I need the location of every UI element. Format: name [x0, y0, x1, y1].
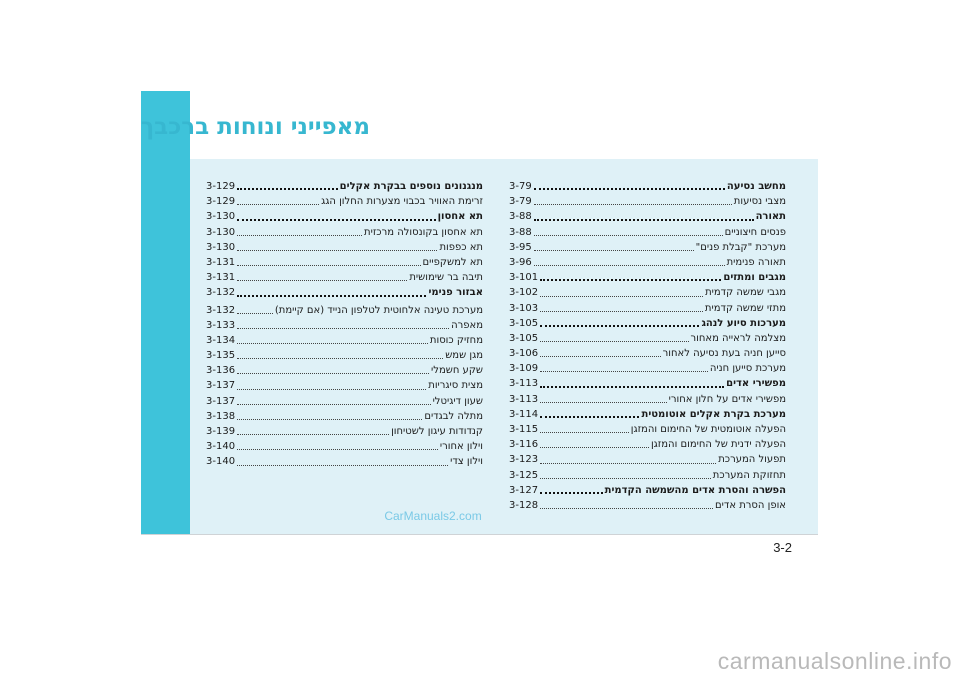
toc-leader-dots: [237, 465, 448, 466]
toc-entry-label: וילון אחורי: [439, 441, 483, 453]
toc-leader-dots: [540, 386, 724, 388]
toc-entry[interactable]: [206, 378, 483, 393]
toc-page-number: 3-113: [509, 378, 539, 390]
toc-entry[interactable]: [206, 333, 483, 348]
toc-page-number: 3-105: [509, 332, 539, 344]
toc-leader-dots: [534, 188, 725, 190]
toc-entry-label: מגבי שמשה קדמית: [705, 287, 786, 299]
toc-leader-dots: [237, 280, 407, 281]
toc-page-number: 3-134: [206, 334, 236, 346]
toc-page-number: 3-130: [206, 226, 236, 238]
toc-page-number: 3-125: [509, 469, 539, 481]
toc-page-number: 3-135: [206, 350, 236, 362]
toc-page-number: 3-128: [509, 499, 539, 511]
toc-entry[interactable]: [509, 483, 786, 498]
toc-page-number: 3-131: [206, 256, 236, 268]
toc-leader-dots: [540, 402, 667, 403]
toc-entry[interactable]: [509, 346, 786, 361]
toc-leader-dots: [237, 434, 389, 435]
toc-entry-label: מערכת בקרת אקלים אוטומטית: [641, 408, 786, 420]
toc-entry-label: מפשירי אדים על חלון אחורי: [668, 393, 786, 405]
toc-leader-dots: [540, 508, 713, 509]
chapter-tab: [141, 91, 190, 534]
toc-entry[interactable]: [206, 424, 483, 439]
toc-page-number: 3-103: [509, 302, 539, 314]
toc-entry-label: הפעלה ידנית של החימום והמזגן: [650, 439, 786, 451]
toc-entry-label: מצלמה לראייה מאחור: [690, 332, 786, 344]
toc-leader-dots: [534, 250, 694, 251]
toc-entry[interactable]: [509, 225, 786, 240]
toc-page-number: 3-129: [206, 181, 236, 192]
toc-entry[interactable]: [509, 407, 786, 422]
toc-page-number: 3-133: [206, 319, 236, 331]
toc-entry[interactable]: [206, 454, 483, 469]
toc-entry-label: סייען חניה בעת נסיעה לאחור: [662, 348, 786, 360]
toc-entry-label: מחשב נסיעה: [726, 181, 786, 192]
toc-entry-label: מנגנונים נוספים בבקרת אקלים: [339, 181, 483, 192]
toc-leader-dots: [540, 311, 703, 312]
toc-entry[interactable]: [509, 331, 786, 346]
toc-entry[interactable]: [206, 318, 483, 333]
watermark-text: CarManuals2.com: [384, 509, 482, 523]
toc-entry-label: הפשרה והסרת אדים מהשמשה הקדמית: [604, 484, 786, 496]
toc-page-number: 3-136: [206, 365, 236, 377]
toc-page-number: 3-137: [206, 395, 236, 407]
toc-page-number: 3-88: [509, 211, 532, 223]
toc-leader-dots: [237, 449, 438, 450]
toc-leader-dots: [540, 447, 649, 448]
toc-entry[interactable]: [206, 285, 483, 300]
toc-entry-label: שעון דיגיטלי: [432, 395, 483, 407]
toc-entry-label: אבזור פנימי: [428, 287, 483, 299]
toc-entry-label: תא כפפות: [439, 241, 483, 253]
toc-leader-dots: [237, 250, 437, 251]
toc-entry[interactable]: [509, 452, 786, 467]
toc-leader-dots: [540, 492, 603, 494]
toc-leader-dots: [237, 204, 319, 205]
toc-page-number: 3-115: [509, 424, 539, 435]
toc-entry-label: מצית סיגריות: [428, 380, 483, 392]
toc-leader-dots: [237, 235, 362, 236]
toc-leader-dots: [237, 295, 426, 297]
toc-entry-label: פנסים חיצוניים: [724, 226, 786, 238]
toc-page-number: 3-96: [509, 256, 532, 268]
toc-entry[interactable]: [509, 422, 786, 437]
toc-leader-dots: [237, 404, 431, 405]
toc-leader-dots: [540, 296, 703, 297]
toc-page-number: 3-139: [206, 426, 236, 437]
toc-page-number: 3-116: [509, 439, 539, 451]
toc-page-number: 3-79: [509, 181, 532, 192]
toc-entry[interactable]: [206, 270, 483, 285]
toc-page-number: 3-140: [206, 456, 236, 468]
toc-entry[interactable]: [206, 209, 483, 224]
toc-entry[interactable]: [206, 194, 483, 209]
divider: [141, 534, 818, 535]
toc-leader-dots: [237, 313, 273, 314]
toc-entry[interactable]: [206, 363, 483, 378]
toc-entry-label: מערכת טעינה אלחוטית לטלפון הנייד (אם קיימת): [274, 304, 483, 316]
toc-entry[interactable]: [509, 498, 786, 513]
toc-entry-label: תאורה: [755, 211, 786, 223]
toc-page-number: 3-106: [509, 348, 539, 360]
toc-entry[interactable]: [206, 240, 483, 255]
toc-entry-label: מגבים ומתזים: [723, 272, 786, 284]
toc-entry[interactable]: [206, 179, 483, 194]
toc-entry[interactable]: [509, 194, 786, 209]
toc-leader-dots: [534, 219, 754, 221]
toc-entry[interactable]: [509, 468, 786, 483]
toc-leader-dots: [237, 389, 426, 390]
toc-entry-label: מתזי שמשה קדמית: [704, 302, 786, 314]
toc-page-number: 3-127: [509, 484, 539, 496]
toc-page-number: 3-109: [509, 363, 539, 375]
toc-leader-dots: [540, 478, 711, 479]
toc-entry-label: מערכת סייען חניה: [709, 363, 786, 375]
toc-leader-dots: [540, 341, 688, 342]
toc-leader-dots: [534, 265, 725, 266]
toc-page-number: 3-132: [206, 304, 236, 316]
toc-leader-dots: [534, 204, 732, 205]
toc-leader-dots: [237, 328, 449, 329]
toc-entry-label: תא אחסון: [437, 211, 483, 223]
toc-page-number: 3-105: [509, 317, 539, 329]
toc-entry-label: מתלה לבגדים: [424, 410, 483, 422]
page-number: 3-2: [773, 540, 792, 555]
toc-entry[interactable]: [206, 303, 483, 318]
toc-entry-label: מגן שמש: [445, 350, 483, 362]
toc-page-number: 3-95: [509, 241, 532, 253]
toc-page-number: 3-132: [206, 287, 236, 299]
toc-leader-dots: [237, 373, 429, 374]
toc-leader-dots: [540, 279, 721, 281]
toc-entry[interactable]: [509, 376, 786, 391]
toc-entry[interactable]: [206, 348, 483, 363]
footer-watermark: carmanualsonline.info: [717, 648, 952, 674]
toc-entry-label: תחזוקת המערכת: [712, 469, 786, 481]
toc-entry[interactable]: [509, 316, 786, 331]
toc-page-number: 3-138: [206, 410, 236, 422]
toc-column-left: [206, 179, 483, 470]
toc-entry-label: תפעול המערכת: [718, 454, 786, 466]
toc-page-number: 3-101: [509, 272, 539, 284]
toc-entry[interactable]: [509, 240, 786, 255]
toc-page-number: 3-130: [206, 241, 236, 253]
toc-entry-label: תא למשקפיים: [422, 256, 483, 268]
toc-entry-label: תאורה פנימית: [726, 256, 786, 268]
toc-leader-dots: [540, 416, 639, 418]
toc-leader-dots: [237, 358, 443, 359]
toc-leader-dots: [237, 188, 338, 190]
toc-page-number: 3-114: [509, 408, 539, 420]
toc-leader-dots: [540, 371, 708, 372]
toc-leader-dots: [237, 265, 420, 266]
toc-entry-label: וילון צדי: [450, 456, 483, 468]
toc-page-number: 3-137: [206, 380, 236, 392]
toc-leader-dots: [540, 325, 699, 327]
toc-leader-dots: [237, 419, 422, 420]
toc-entry[interactable]: [206, 225, 483, 240]
toc-entry[interactable]: [509, 179, 786, 194]
toc-entry[interactable]: [509, 255, 786, 270]
toc-entry-label: מערכות סיוע לנהג: [701, 317, 786, 329]
toc-entry-label: מצבי נסיעות: [733, 196, 786, 208]
toc-entry-label: מפשירי אדים: [726, 378, 786, 390]
toc-entry[interactable]: [509, 270, 786, 285]
toc-entry-label: זרימת האוויר בכבוי מצערות החלון הגג: [321, 196, 483, 208]
toc-leader-dots: [237, 343, 428, 344]
toc-page-number: 3-79: [509, 196, 532, 208]
toc-leader-dots: [237, 219, 436, 221]
toc-page-number: 3-129: [206, 196, 236, 208]
page-title: מאפייני ונוחות ברכבך: [140, 114, 370, 140]
toc-page-number: 3-113: [509, 393, 539, 405]
toc-entry-label: מחזיק כוסות: [429, 334, 483, 346]
toc-leader-dots: [540, 356, 661, 357]
toc-entry[interactable]: [509, 392, 786, 407]
toc-entry-label: שקע חשמלי: [431, 365, 483, 377]
toc-entry[interactable]: [509, 285, 786, 300]
toc-entry-label: קנדודות עיגון לשטיחון: [391, 426, 483, 437]
toc-page-number: 3-88: [509, 226, 532, 238]
toc-entry[interactable]: [509, 301, 786, 316]
toc-entry[interactable]: [206, 255, 483, 270]
toc-leader-dots: [540, 432, 629, 433]
toc-entry-label: מערכת "קבלת פנים": [695, 241, 786, 253]
toc-page-number: 3-102: [509, 287, 539, 299]
toc-entry[interactable]: [206, 439, 483, 454]
toc-leader-dots: [540, 463, 716, 464]
toc-leader-dots: [534, 235, 723, 236]
toc-entry-label: הפעלה אוטומטית של החימום והמזגן: [630, 424, 786, 435]
toc-entry[interactable]: [509, 437, 786, 452]
toc-entry-label: תא אחסון בקונסולה מרכזית: [364, 226, 483, 238]
toc-entry-label: מאפרה: [451, 319, 483, 331]
toc-page-number: 3-131: [206, 272, 236, 284]
toc-entry[interactable]: [206, 409, 483, 424]
toc-page-number: 3-140: [206, 441, 236, 453]
toc-page-number: 3-123: [509, 454, 539, 466]
toc-page-number: 3-130: [206, 211, 236, 223]
toc-entry[interactable]: [509, 361, 786, 376]
toc-entry[interactable]: [206, 394, 483, 409]
toc-entry-label: אופן הסרת אדים: [715, 499, 786, 511]
toc-column-right: [509, 179, 786, 513]
toc-entry[interactable]: [509, 209, 786, 224]
toc-entry-label: תיבה בר שימושית: [409, 272, 483, 284]
